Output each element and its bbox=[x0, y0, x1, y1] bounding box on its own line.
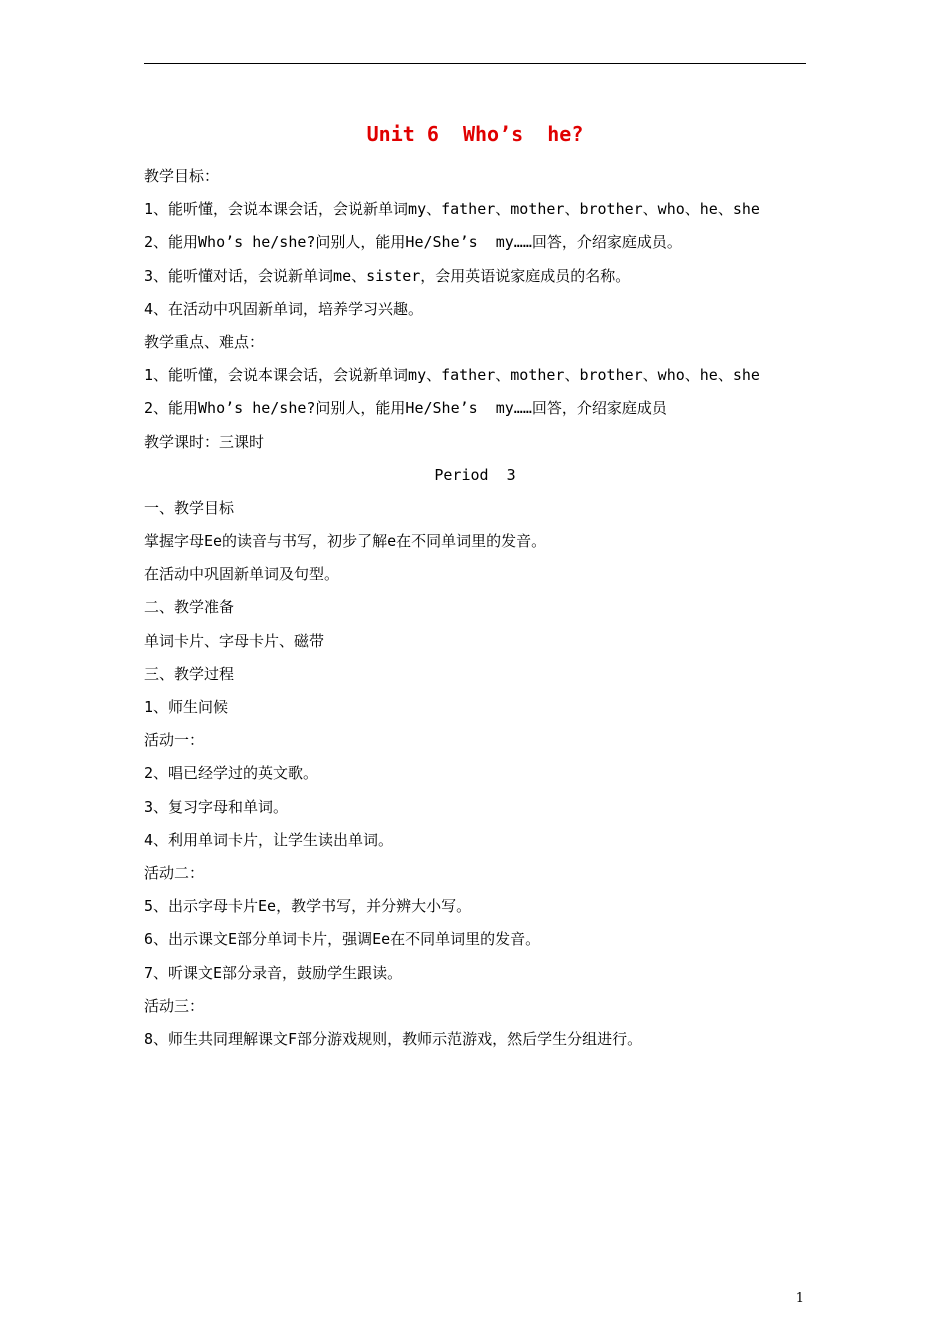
document-line: 在活动中巩固新单词及句型。 bbox=[144, 565, 340, 584]
page-number: 1 bbox=[795, 1291, 804, 1306]
document-line: 3、能听懂对话，会说新单词me、sister，会用英语说家庭成员的名称。 bbox=[144, 266, 631, 285]
header-rule bbox=[144, 63, 806, 64]
period-heading: Period 3 bbox=[434, 465, 516, 484]
document-line: 3、复习字母和单词。 bbox=[144, 797, 289, 816]
document-line: 活动二： bbox=[144, 863, 205, 882]
document-line: 单词卡片、字母卡片、磁带 bbox=[144, 631, 325, 650]
document-line: 6、出示课文E部分单词卡片，强调Ee在不同单词里的发音。 bbox=[144, 930, 541, 949]
document-title: Unit 6 Who’s he? bbox=[366, 122, 584, 146]
document-line: 活动三： bbox=[144, 996, 205, 1015]
document-line: 一、教学目标 bbox=[144, 498, 235, 517]
document-body bbox=[144, 160, 806, 1056]
document-line: 8、师生共同理解课文F部分游戏规则，教师示范游戏，然后学生分组进行。 bbox=[144, 1029, 643, 1048]
document-line: 4、在活动中巩固新单词，培养学习兴趣。 bbox=[144, 299, 424, 318]
document-line: 教学课时：三课时 bbox=[144, 432, 265, 451]
document-line: 教学重点、难点： bbox=[144, 332, 265, 351]
document-line: 2、能用Who’s he/she?问别人，能用He/She’s my……回答，介绍家庭成员。 bbox=[144, 233, 682, 252]
document-line: 1、能听懂，会说本课会话，会说新单词my、father、mother、brother、who、he、she bbox=[144, 200, 760, 219]
document-line: 1、师生问候 bbox=[144, 698, 229, 716]
document-line: 4、利用单词卡片，让学生读出单词。 bbox=[144, 830, 394, 849]
document-line: 2、能用Who’s he/she?问别人，能用He/She’s my……回答，介绍家庭成员 bbox=[144, 399, 667, 418]
document-line: 1、能听懂，会说本课会话，会说新单词my、father、mother、brother、who、he、she bbox=[144, 366, 760, 385]
document-line: 二、教学准备 bbox=[144, 598, 235, 617]
document-line: 三、教学过程 bbox=[144, 664, 235, 683]
document-line: 活动一： bbox=[144, 731, 205, 750]
document-line: 教学目标： bbox=[144, 167, 220, 185]
document-line: 掌握字母Ee的读音与书写，初步了解e在不同单词里的发音。 bbox=[144, 532, 547, 551]
document-line: 7、听课文E部分录音，鼓励学生跟读。 bbox=[144, 963, 403, 982]
document-line: 5、出示字母卡片Ee，教学书写，并分辨大小写。 bbox=[144, 897, 472, 916]
document-line: 2、唱已经学过的英文歌。 bbox=[144, 764, 319, 783]
